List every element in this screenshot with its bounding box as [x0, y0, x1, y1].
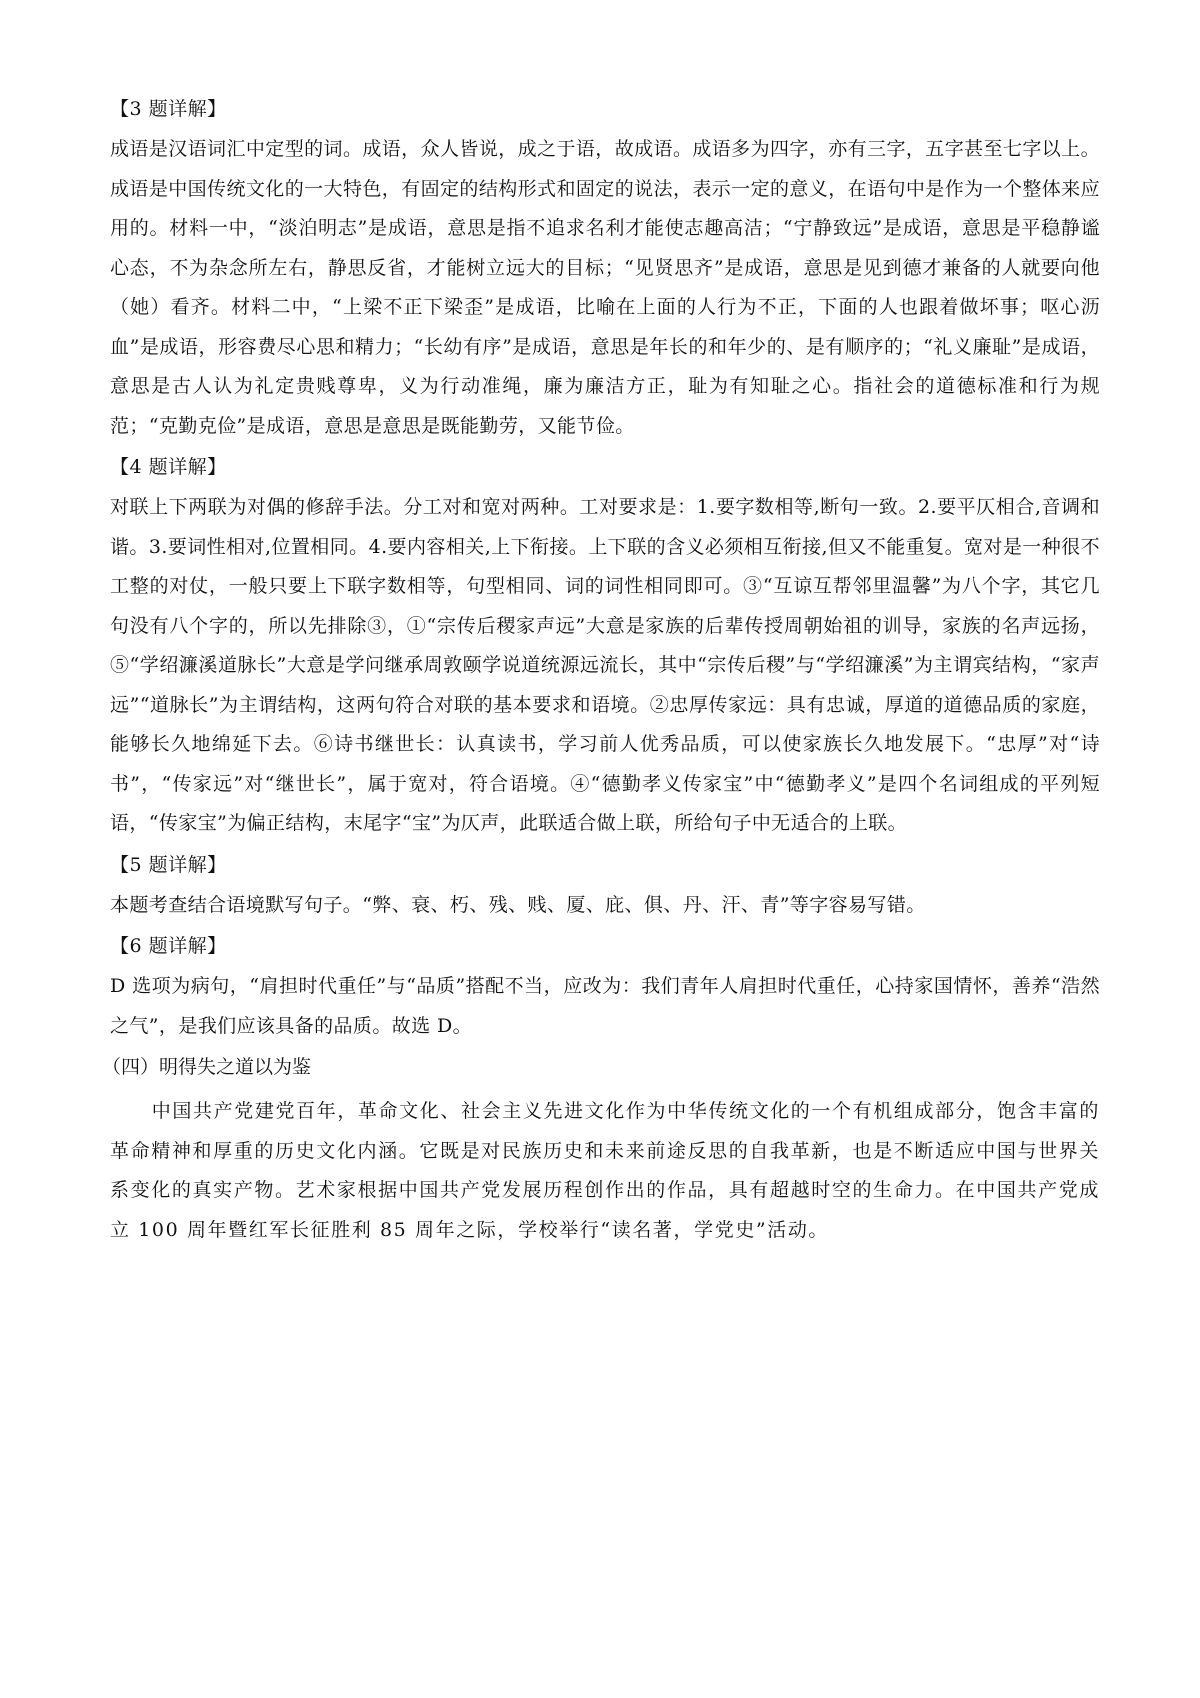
q3-explanation: 成语是汉语词汇中定型的词。成语，众人皆说，成之于语，故成语。成语多为四字，亦有三字，五字甚至七字以上。成语是中国传统文化的一大特色，有固定的结构形式和固定的说法，表示一定的意义，在语句中是作为一个整体来应用的。材料一中，“淡泊明志”是成语，意思是指不追求名利才能使志趣高洁；“宁静致远”是成语，意思是平稳静谧心态，不为杂念所左右，静思反省，才能树立远大的目标；“见贤思齐”是成语，意思是见到德才兼备的人就要向他（她）看齐。材料二中，“上梁不正下梁歪”是成语，比喻在上面的人行为不正，下面的人也跟着做坏事；呕心沥血”是成语，形容费尽心思和精力；“长幼有序”是成语，意思是年长的和年少的、是有顺序的；“礼义廉耻”是成语，意思是古人认为礼定贵贱尊卑，义为行动准绳，廉为廉洁方正，耻为有知耻之心。指社会的道德标准和行为规范；“克勤克俭”是成语，意思是意思是既能勤劳，又能节俭。 [110, 138, 1100, 437]
document-content [102, 94, 1100, 1250]
q6-heading: 【6 题详解】 [110, 935, 227, 957]
part-four-title: （四）明得失之道以为鉴 [102, 1056, 312, 1078]
q6-explanation: D 选项为病句，“肩担时代重任”与“品质”搭配不当，应改为：我们青年人肩担时代重任，心持家国情怀，善养“浩然之气”，是我们应该具备的品质。故选 D。 [110, 975, 1100, 1037]
q4-explanation: 对联上下两联为对偶的修辞手法。分工对和宽对两种。工对要求是：1.要字数相等,断句一致。2.要平仄相合,音调和谐。3.要词性相对,位置相同。4.要内容相关,上下衔接。上下联的含义必须相互衔接,但又不能重复。宽对是一种很不工整的对仗，一般只要上下联字数相等，句型相同、词的词性相同即可。③“互谅互帮邻里温馨”为八个字，其它几句没有八个字的，所以先排除③，①“宗传后稷家声远”大意是家族的后辈传授周朝始祖的训导，家族的名声远扬，⑤“学绍濂溪道脉长”大意是学问继承周敦颐学说道统源远流长，其中“宗传后稷”与“学绍濂溪”为主谓宾结构，“家声远”“道脉长”为主谓结构，这两句符合对联的基本要求和语境。②忠厚传家远：具有忠诚，厚道的道德品质的家庭，能够长久地绵延下去。⑥诗书继世长：认真读书，学习前人优秀品质，可以使家族长久地发展下。“忠厚”对“诗书”，“传家远”对“继世长”，属于宽对，符合语境。④“德勤孝义传家宝”中“德勤孝义”是四个名词组成的平列短语，“传家宝”为偏正结构，末尾字“宝”为仄声，此联适合做上联，所给句子中无适合的上联。 [110, 496, 1100, 834]
q5-explanation: 本题考查结合语境默写句子。“弊、衰、朽、残、贱、厦、庇、俱、丹、汗、青”等字容易写错。 [110, 893, 926, 916]
part-four-passage: 中国共产党建党百年，革命文化、社会主义先进文化作为中华传统文化的一个有机组成部分，饱含丰富的革命精神和厚重的历史文化内涵。它既是对民族历史和未来前途反思的自我革新，也是不断适应中国与世界关系变化的真实产物。艺术家根据中国共产党发展历程创作出的作品，具有超越时空的生命力。在中国共产党成立 100 周年暨红军长征胜利 85 周年之际，学校举行“读名著，学党史”活动。 [110, 1100, 1100, 1241]
q3-heading: 【3 题详解】 [110, 98, 227, 120]
q4-heading: 【4 题详解】 [110, 456, 227, 478]
q5-heading: 【5 题详解】 [110, 853, 227, 876]
